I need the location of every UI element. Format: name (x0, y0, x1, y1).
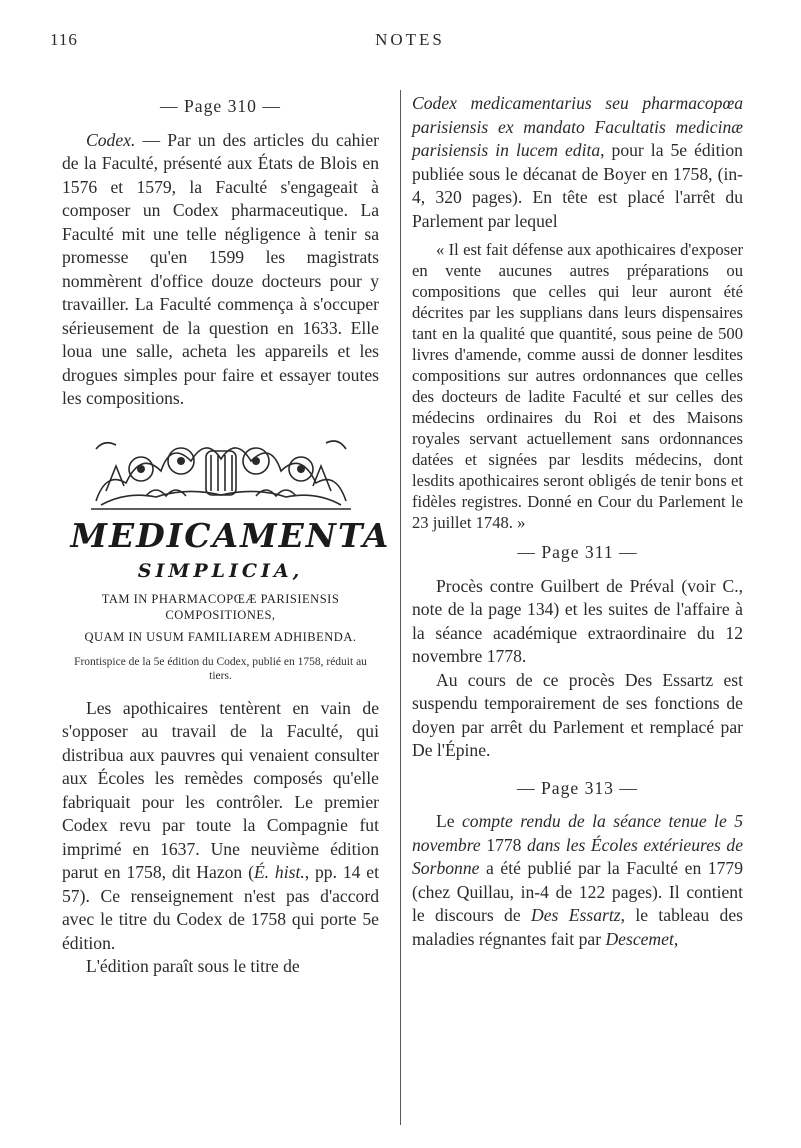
frontispice-figure (70, 431, 391, 683)
paragraph-codex-title: Codex medicamentarius seu pharmacopœa parisiensis ex mandato Facultatis medicinæ parisiensis in lucem edita, pour la 5e édition publiée sous le décanat de Boyer en 1758, (in-4, 320 pages). En tête est placé l'arrêt du Parlement par lequel (412, 93, 743, 231)
reference-hist: É. hist. (253, 862, 305, 882)
section-heading-page-310: — Page 310 — (160, 96, 281, 116)
page-number: 116 (50, 30, 78, 49)
codex-label: Codex. (86, 129, 136, 150)
paragraph-apothicaires: Les apothicaires tentèrent en vain de s'opposer au travail de la Faculté, qui distribua aux pauvres qui venaient consulter aux Écoles les remèdes composés qu'elle fabriquait pour les contrôler. Le premier Codex revu par toute la Compagnie fut imprimé en 1637. Une neuvième édition parut en 1758, dit Hazon (É. hist., pp. 14 et 57). Ce renseignement n'est pas d'accord avec le titre du Codex de 1758 qui porte 5e édition. (62, 697, 379, 953)
column-divider (400, 90, 401, 1125)
paragraph-edition: L'édition paraît sous le titre de (86, 956, 300, 976)
left-column (62, 95, 391, 979)
page-header (50, 30, 770, 56)
paragraph-compte-rendu: Le compte rendu de la séance tenue le 5 novembre 1778 dans les Écoles extérieures de Sorbonne a été publié par la Faculté en 1779 (chez Quillau, in-4 de 122 pages). Il contient le discours de Des Essartz, le tableau des maladies régnantes fait par Descemet, (412, 811, 744, 949)
right-column (412, 92, 743, 951)
figure-line-2: COMPOSITIONES, (165, 607, 276, 622)
figure-subtitle: SIMPLICIA, (137, 559, 304, 582)
figure-caption: Frontispice de la 5e édition du Codex, publié en 1758, réduit au tiers. (74, 655, 367, 682)
running-head: NOTES (375, 30, 445, 49)
paragraph-codex: Codex. — Par un des articles du cahier de la Faculté, présenté aux États de Blois en 1576 et 1579, la Faculté s'engageait à composer un Codex pharmaceutique. La Faculté mit une telle négligence à tenir sa promesse qu'en 1599 les magistrats nommèrent d'office douze docteurs pour y travailler. La Faculté commença à s'occuper sérieusement de la question en 1633. Elle loua une salle, acheta les appareils et les drogues simples pour faire et essayer toutes les compositions. (62, 129, 379, 408)
codex-latin-title: Codex medicamentarius seu pharmacopœa parisiensis ex mandato Facultatis medicinæ parisiensis in lucem edita (412, 93, 743, 160)
paragraph-proces: Procès contre Guilbert de Préval (voir C., note de la page 134) et les suites de l'affaire à la séance académique extraordinaire du 12 novembre 1778. (412, 575, 743, 666)
section-heading-page-311: — Page 311 — (517, 542, 638, 562)
ornament-illustration (86, 431, 356, 515)
parlement-quote: « Il est fait défense aux apothicaires d'exposer en vente aucunes autres préparations ou compositions que celles qui leur auront été décrites par les supplians dans leurs dispensaires tant en la qualité que quantité, sous peine de 500 livres d'amende, comme aussi de donner lesdites compositions sur autres ordonnances que celles des docteurs de ladite Faculté et sur celles des médecins ordinaires du Roi et des Maisons royales servant actuellement sans ordonnances datées et signées par lesdits médecins, dont lesdits apothicaires seront obligés de tenir bons et fidèles registres. Donné en Cour du Parlement le 23 juillet 1748. » (412, 240, 743, 532)
name-des-essartz: Des Essartz (531, 905, 621, 925)
paragraph-des-essartz: Au cours de ce procès Des Essartz est suspendu temporairement de ses fonctions de doyen par arrêt du Parlement et remplacé par De l'Épine. (412, 669, 743, 760)
figure-title: MEDICAMENTA (70, 515, 391, 555)
name-descemet: Descemet (605, 928, 674, 949)
section-heading-page-313: — Page 313 — (517, 777, 638, 798)
figure-line-3: QUAM IN USUM FAMILIAREM ADHIBENDA. (84, 629, 357, 644)
figure-line-1: TAM IN PHARMACOPŒÆ PARISIENSIS (101, 591, 340, 606)
